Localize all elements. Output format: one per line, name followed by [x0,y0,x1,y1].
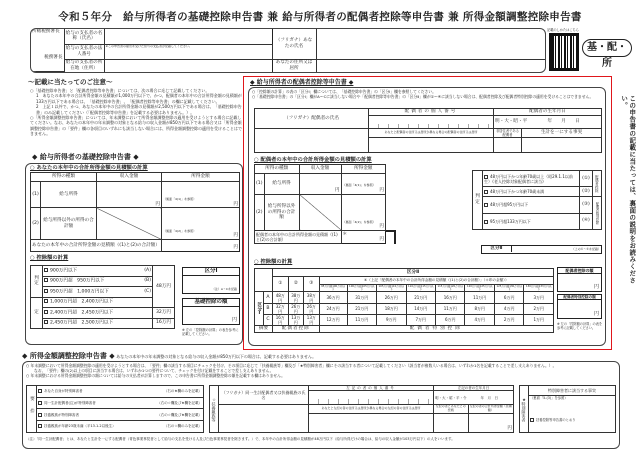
checkbox[interactable] [484,190,488,194]
deduction-cell: 21万円 [406,292,435,303]
deduction-cell: 7万円 [406,314,435,325]
requirement-text: あなた自身が特別障害者 [44,389,83,394]
side-label: 配偶者控除 [593,171,602,197]
total-label: 配偶者の本年中の合計所得金額の見積額（(1)と(2)の合計額） [255,231,342,244]
bracket-to: 2,400万円以下 [81,299,114,305]
yen-unit: 円 [155,201,160,207]
requirement-text: 扶養親族が年齢23歳未満（平13.1.2以後生） [44,424,116,429]
form-type-badge: 基・配・所 [582,39,632,57]
deduction-cell: 38万円 [288,292,304,303]
income-amount-field[interactable] [97,182,162,208]
deduction-cell: 2万円 [524,303,554,314]
bracket-from: 950万円超 [50,289,73,295]
special-fact-label: 特別障害者に該当する事実 [529,386,616,396]
asterisk-mark: ＊ [342,231,348,237]
judge-option-text: 48万円以下かつ年齢70歳以上（昭29.1.1以前生）《老人控除対象配偶者に該当》 [484,173,573,184]
dependent-birth-label: 左記の者の生年月日 [434,386,514,391]
basic-deduction-heading-text: 控除額の計算 [36,255,69,261]
checkbox[interactable] [484,220,488,224]
basic-calc-heading-text: あなたの本年中の合計所得金額の見積額の計算 [36,165,148,171]
bracket-from: 1,000万円超 [50,299,77,305]
note-item: 1 あなたの本年中の合計所得金額の見積額が1,000万円以下で、かつ、配偶者の本年中の合計所得金額の見積額が133万円以下である場合は、「基礎控除申告書」、「配偶者控除等申告書」の欄に記載してください。 [36,93,242,104]
special-deduction-amount-box[interactable] [557,294,602,319]
deduction-cell: 2万円 [494,314,523,325]
payer-number-note: ※この申告書の提出を受けた給与の支払者が記載してください。 [105,43,193,48]
kubun1-label: 区分Ⅰ [183,268,239,276]
judge-option[interactable] [483,187,580,197]
yen-unit: 円 [379,237,384,243]
dependent-income-field[interactable] [468,413,513,432]
spouse-address-label: あなたと配偶者の住所又は居所が異なる場合の配偶者の住所又は居所 [369,128,494,137]
ref-note: （裏面「4(1)」を参照） [163,197,197,201]
adjust-heading-note: あなたの本年中の年末調整の対象となる給与の収入金額が850万円以下の場合は、記載する必要はありません。 [116,354,317,359]
deduction-cell: 18万円 [377,303,406,314]
note-item: 2 上記１以外で、かつ、あなたの本年中の合計所得金額の見積額が2,500万円以下である場合は、「基礎控除申告書」のみ記載してください（「配偶者控除等申告書」を記載する必要はありません。）。 [36,104,242,115]
kubun2-header: 区分Ⅱ [273,269,554,277]
side-instruction: この申告書の記載に当たっては、裏面の説明をお読みください。 [620,95,637,284]
relation-field[interactable] [434,413,469,432]
bracket-amount: 48万円 [153,266,175,308]
requirement-note: （右の★欄のみを記載） [163,389,202,394]
col-header: 所得の種類 [31,173,97,182]
adjust-heading-row [22,352,316,361]
era-label: 明・大・昭・平・令 [435,395,467,400]
checkbox[interactable] [44,289,48,293]
basic-amount-label: 基礎控除の額 [183,299,239,307]
judge-option-text: 48万円超95万円以下 [490,202,529,208]
note-item: ○ 年末調整において所得金額調整控除の適用を受けようとする場合は、「要件」欄の該当する項目にチェックを付け、その項目に応じて「扶養親族等」欄及び「★特別障害者」欄にその該当する者について記載してください（該当者が複数人いる場合は、いずれか1名を記載することで差し支えありません。）。 [26,363,557,368]
bracket-from: 900万円超 [50,278,73,284]
yen-unit: 円 [593,283,599,290]
bracket-code: (A) [144,267,151,273]
total-income-field[interactable] [162,240,240,252]
era-label: 明・大・昭・平 [495,118,528,124]
tax-office-suffix: 税務署長 [44,54,63,60]
nonresident-label: 非居住者である配偶者 [494,128,522,137]
notes-heading: ～記載に当たってのご注意～ [28,78,113,86]
adjust-heading: ◆ 所得金額調整控除申告書 ◆ [22,352,115,360]
checkbox[interactable] [44,268,48,272]
judge-option[interactable] [483,171,580,187]
range-header: 105万円超110万円以下 [377,285,406,292]
spouse-birth-label: 配偶者の生年月日 [494,109,602,116]
relation-label: 左記の者とあなたとの続柄 [434,405,469,414]
basic-calc-heading: ○ あなたの本年中の合計所得金額の見積額の計算 [30,165,148,171]
spouse-birth-field[interactable] [494,115,602,128]
spouse-calc-heading: ○ 配偶者の本年中の合計所得金額の見積額の計算 [254,157,372,163]
qr-caption: 記載のしかたはこちら [547,28,579,32]
row-label: 給与所得 [41,182,97,208]
row-number: (2) [255,194,265,230]
bracket-to: 2,450万円以下 [81,310,114,316]
dependent-income-label: 左記の者の合計所得金額（見積額） [469,404,512,413]
checkbox[interactable] [484,203,488,207]
special-deduction-label: 配偶者特別控除 [319,326,553,333]
deduction-cell: 16万円 [436,292,465,303]
deduction-cell: 26万円 [377,292,406,303]
spouse-other-income-field[interactable] [341,194,385,230]
range-header: 125万円超130万円以下 [496,285,522,292]
year-label: 年 [480,395,484,400]
notes-list [30,88,243,137]
special-deduction-amount-label: 配偶者特別控除の額 [558,295,601,300]
spouse-notes [252,89,604,99]
yen-unit: 円 [233,233,238,239]
bracket-row[interactable] [43,308,153,319]
deduction-cell: 11万円 [436,303,465,314]
requirements-table [26,385,204,433]
col-header: ① [273,277,289,292]
checkbox[interactable] [530,418,534,422]
yen-unit: 円 [231,316,237,323]
checkbox[interactable] [38,401,42,405]
ref-note: （裏面「4(1)」を参照） [342,183,376,188]
basic-deduction-heading: ○ 控除額の計算 [30,255,69,261]
spouse-heading-text: 給与所得者の配偶者控除等申告書 [256,79,347,86]
same-household-field[interactable] [522,137,602,152]
deduction-cell: 16万円 [273,314,289,325]
bracket-code: (B) [144,278,151,284]
your-name-field[interactable] [316,29,545,59]
deduction-cell: 13万円 [288,314,304,325]
col-header: 所得金額 [162,173,240,182]
deduction-cell: 13万円 [304,314,320,325]
note-item: ○ 年末調整における所得金額調整控除の額については給与の支払者が計算しますので、この申告書に所得金額調整控除の額を記載する欄はありません。 [26,373,285,379]
checkbox[interactable] [44,299,48,303]
checkbox[interactable] [44,320,48,324]
requirement-option[interactable] [37,421,204,433]
dependents-table [209,385,514,433]
judge-code: (④) [580,213,593,230]
spouse-judge-table [472,170,602,230]
spouse-income-amount-field[interactable] [299,174,341,195]
requirement-note: （右の☆欄のみを記載） [163,424,202,429]
requirement-text: 扶養親族が特別障害者 [44,412,79,417]
kubun2-label: 区分Ⅱ [482,246,512,252]
payer-name-field[interactable] [104,29,272,44]
judge-option[interactable] [483,197,580,213]
spouse-deduction-amount-label: 配偶者控除の額 [558,268,601,274]
your-address-field[interactable] [316,59,545,72]
summary-label: 摘要 [255,326,273,333]
special-disability-label: ★特別障害者 [520,386,529,433]
checkbox[interactable] [44,310,48,314]
form-title: 令和５年分 給与所得者の基礎控除申告書 兼 給与所得者の配偶者控除等申告書 兼 所得金額調整控除申告書 [58,11,582,23]
checkbox[interactable] [38,424,42,428]
year-label: 年 [547,118,553,124]
checkbox[interactable] [44,278,48,282]
requirements-label: 要件 [27,386,37,433]
month-label: 月 [561,118,566,124]
deduction-cell: 48万円 [273,292,289,303]
spouse-calc-heading-text: 配偶者の本年中の合計所得金額の見積額の計算 [260,157,372,163]
note-item: ○「控除額の計算」の表の「区分Ⅰ」欄については、「基礎控除申告書」の「区分Ⅰ」欄を参照してください。 [252,89,436,94]
judge-option[interactable] [483,213,580,230]
special-check-option[interactable] [530,418,614,422]
range-header: 95万円超100万円以下 [319,285,347,292]
dependent-mynumber-field[interactable] [309,391,434,405]
deduction-cell: 32万円 [273,303,289,314]
basic-section-heading: ◆ 給与所得者の基礎控除申告書 ◆ [32,153,139,161]
row-key: B [263,303,272,314]
bracket-row[interactable] [43,266,153,277]
spouse-footnote: ※ 左の「控除額の計算」の表を参考に記載してください。 [557,322,603,330]
judge-label: 判定 [31,266,43,298]
judge-option-text: 95万円超133万円以下 [490,218,531,224]
dependent-birth-field[interactable] [434,391,514,405]
requirement-option[interactable] [37,386,204,398]
spouse-deduction-amount-box[interactable] [557,267,602,292]
diagonal-cell [97,208,162,240]
row-key: A [263,292,272,303]
payer-name-label: 給与の支払者の名称（氏名） [64,29,104,44]
deduction-cell: 11万円 [347,314,376,325]
deduction-cell: 6万円 [494,292,523,303]
col-header: 所得の種類 [255,165,300,174]
deduction-cell: 36万円 [319,292,347,303]
special-ref-note: （裏面「5-(3)」を参照） [530,396,568,400]
col-header: 収入金額 [97,173,162,182]
note-item: ○「所得金額調整控除申告書」については、年末調整において所得金額調整控除の適用を受けようとする場合に記載してください。なお、あなたの本年中の年末調整の対象となる給与の収入金額が850万円以下である場合又は「所得金額調整控除申告書」の「要件」欄の各項目のいずれにも該当しない場合には、所得金額調整控除の適用を受けることはできません。 [30,114,242,137]
spouse-deduction-heading: ○ 控除額の計算 [254,259,293,265]
bracket-code: (C) [144,288,151,294]
empty-corner [255,269,273,292]
header-box [30,28,546,73]
row-number: (2) [31,208,41,240]
special-fact-field[interactable] [529,396,616,433]
row-number: (1) [31,182,41,208]
row-number: (1) [255,174,265,195]
bracket-from: 2,450万円超 [50,320,77,326]
bracket-row[interactable] [43,276,153,287]
requirement-note: （右の☆欄及び★欄を記載） [157,400,202,405]
flow-arrow [386,230,396,244]
basic-bracket-table [30,265,175,329]
spouse-section-heading: ◆ 給与所得者の配偶者控除等申告書 ◆ [250,79,354,86]
basic-amount-box[interactable] [182,298,240,325]
dependent-mynumber-label: 左記の者の個人番号 [309,386,434,391]
requirement-note: （右の☆欄及び★欄を記載） [157,412,202,417]
deduction-cell: 9万円 [377,314,406,325]
spouse-income-table [254,164,386,244]
deduction-cell: 14万円 [406,303,435,314]
your-address-label: あなたの住所又は居所 [272,59,316,72]
tax-office-label: 所轄税務署長 [32,29,60,34]
spouse-address-field[interactable] [369,137,494,152]
deduction-cell: 1万円 [524,314,554,325]
row-label: 給与所得以外の所得の合計額 [264,194,299,230]
deduction-cell: 6万円 [436,314,465,325]
basic-heading-text: 給与所得者の基礎控除申告書 [39,153,131,161]
dependent-name-label: （フリガナ）同一生計配偶者又は扶養親族の氏名 [219,386,309,405]
spouse-info-table [254,108,602,153]
bracket-to: 950万円以下 [77,278,105,284]
range-header: 115万円超120万円以下 [436,285,465,292]
bracket-to: 1,000万円以下 [77,289,109,295]
checkbox[interactable] [38,389,42,393]
judge-label: 定 [31,297,43,329]
deduction-cell: 3万円 [524,292,554,303]
same-household-label: 生計を一にする事実 [522,128,602,137]
range-header: 110万円超115万円以下 [406,285,435,292]
nonresident-field[interactable] [494,137,522,152]
spouse-deduction-table [254,268,554,333]
checkbox[interactable] [38,413,42,417]
payer-address-field[interactable] [104,59,272,72]
spouse-income-field[interactable] [341,174,385,195]
deduction-cell: 31万円 [347,292,376,303]
requirement-option[interactable] [37,397,204,409]
requirement-option[interactable] [37,409,204,421]
range-header: 100万円超105万円以下 [347,285,376,292]
judge-code: (②) [580,187,593,197]
deduction-cell: 21万円 [347,303,376,314]
spouse-mynumber-label: 配偶者の個人番号 [369,109,494,116]
bracket-to: 2,500万円以下 [81,320,114,326]
spouse-deduction-label: 配偶者控除 [273,326,320,333]
range-header: 120万円超125万円以下 [465,285,494,292]
yen-unit: 円 [334,188,340,194]
adjust-footnote: （注）「同一生計配偶者」とは、あなたと生計を一にする配偶者（青色事業専従者として給与の支払を受ける人及び白色事業専従者を除きます。）で、本年中の合計所得金額の見積額が48万円以下（給与所得だけの場合は、給与の収入金額が103万円以下）の人をいいます。 [26,437,455,441]
requirement-text: 同一生計配偶者(注)が特別障害者 [44,400,96,405]
deduction-cell: 38万円 [304,292,320,303]
other-income-field[interactable] [162,208,240,240]
deduction-cell: 4万円 [494,303,523,314]
bracket-row[interactable] [43,287,153,298]
bracket-amount: 32万円 [153,308,175,319]
adjust-notes [26,363,616,378]
day-label: 日 [494,395,498,400]
yen-unit: 円 [379,188,384,194]
tax-office-cell[interactable] [31,29,64,72]
spouse-name-label: （フリガナ）配偶者の氏名 [255,109,369,129]
ref-note: （裏面「4(2)」を参照） [342,219,376,224]
kubun2-note: （上の①～④を記載） [571,247,601,251]
deduction-cell: 4万円 [465,314,494,325]
bracket-row[interactable] [43,297,153,308]
day-label: 日 [575,118,580,124]
bracket-from: 2,400万円超 [50,310,77,316]
kubun1-side-label: 区分Ⅰ [255,292,264,326]
deduction-cell: 12万円 [319,314,347,325]
special-check-text: 扶養控除等申告書のとおり [536,418,576,423]
deduction-cell: 26万円 [288,303,304,314]
yen-unit: 円 [233,201,238,207]
basic-footnote: ※ 左の「控除額の計算」の表を参考に記載してください。 [182,328,239,337]
yen-unit: 円 [507,426,512,432]
qr-code-icon[interactable] [549,33,579,71]
bracket-row[interactable] [43,318,153,329]
judge-option-text: 48万円以下かつ年齢70歳未満 [490,189,545,195]
yen-unit: 円 [379,224,384,230]
note-item: なお、「要件」欄の(2)以上の項目に該当する場合は、いずれか1つの要件について、チェックを付け記載をすることで差し支えありません。 [34,368,274,374]
row-label: 給与所得以外の所得の合計額 [41,208,97,240]
dependent-address-label: あなたと左記の者の住所又は居所が異なる場合の左記の者の住所又は居所 [309,405,434,414]
dependent-address-field[interactable] [309,413,434,432]
row-key: C [263,314,272,325]
income-field[interactable] [162,182,240,208]
payer-number-label: 給与の支払者の法人番号 [64,44,104,59]
range-header: 130万円超133万円以下 [524,285,554,292]
spouse-deduction-heading-text: 控除額の計算 [260,259,293,265]
total-label: あなたの本年中の合計所得金額の見積額（(1)と(2)の合計額） [31,240,162,252]
bracket-amount: 16万円 [153,318,175,329]
judge-code: (①) [580,171,593,187]
yen-unit: 円 [593,310,599,317]
deduction-cell: 8万円 [465,303,494,314]
adjust-heading-text: 所得金額調整控除申告書 [29,352,107,360]
spouse-total-field[interactable] [341,231,385,244]
deduction-cell: 11万円 [465,292,494,303]
spouse-name-field[interactable] [255,128,369,152]
note-item: ○「基礎控除申告書」の「区分Ⅰ」欄がA～Cに該当しない場合や「配偶者控除等申告書」の「区分Ⅱ」欄が①～④に該当しない場合は、配偶者控除及び配偶者特別控除の適用を受けることはできません。 [252,94,594,100]
ref-note: （裏面「4(2)」を参照） [163,228,197,233]
diagonal-cell [299,194,341,230]
judge-code: (③) [580,197,593,213]
payer-number-field[interactable] [104,44,272,59]
yen-unit: 円 [233,245,238,251]
special-disability-table [519,385,616,433]
dependents-label: ☆扶養親族等 [210,386,219,433]
col-header: ③ [304,277,320,292]
spouse-mynumber-field[interactable] [369,115,494,128]
dependent-name-field[interactable] [219,405,309,433]
judge-label: 判定 [473,171,483,230]
col-header: 収入金額 [299,165,341,174]
note-item: ○「基礎控除申告書」と「配偶者控除等申告書」については、次の場合に応じて記載してください。 [30,88,210,93]
col-header: ② [288,277,304,292]
col4-header: ④（上記「配偶者の本年中の合計所得金額の見積額（(1)と(2)の合計額）」（＊印の金額）） [319,277,553,285]
deduction-cell: 26万円 [304,303,320,314]
row-label: 給与所得 [264,174,299,195]
payer-address-label: 給与の支払者の所在地（住所） [65,59,103,71]
kubun2-box[interactable] [481,245,602,254]
kubun1-note: （注）A～Cを記載 [211,287,237,292]
bracket-from: 900万円以下 [50,268,78,274]
basic-income-table [30,172,240,252]
side-label: 配偶者特別控除 [593,197,602,230]
kubun1-box[interactable] [182,267,240,294]
furigana-name-label: （フリガナ）あなたの氏名 [272,29,316,59]
deduction-cell: 24万円 [319,303,347,314]
month-label: 月 [487,395,491,400]
col-header: 所得金額 [341,165,385,174]
